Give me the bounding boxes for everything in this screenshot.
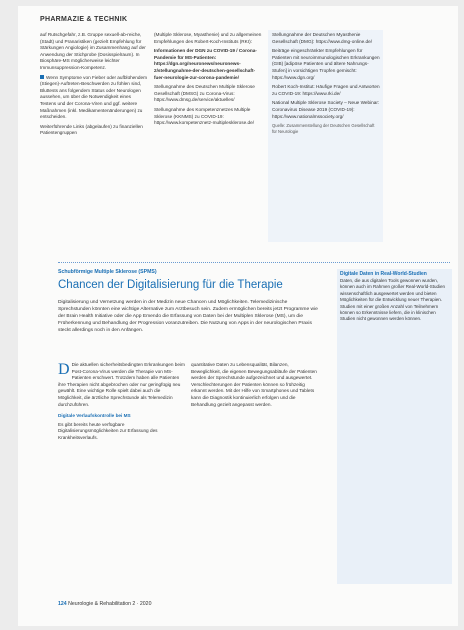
sidebar-title: Digitale Daten in Real-World-Studien (340, 271, 427, 277)
article-headline: Chancen der Digitalisierung für die Therapie (58, 279, 283, 291)
link-paragraph[interactable]: National Multiple Sklerose Society – Neue Webinar: Coronavirus Disease 2019 (COVID-19): https://www.nationalmssociety.org/ (272, 100, 380, 119)
bullet-icon (40, 75, 44, 79)
paragraph: D Die aktuellen sicherheitsbedingten Erkrankungen beim Post-Corona-Virus werden die Therapie von MS-Patienten erschwert. Trotzdem haben alle Patienten ihre Therapien nicht abgebrochen oder nur geringfügig neu gewählt. Eine wichtige Rolle spielt dabei auch die Möglichkeit, die ärztliche Sprechstunde als Telemedizin durchzuführen. (58, 361, 185, 407)
link-paragraph[interactable]: Stellungnahme des Kompetenznetzes Multiple Sklerose (KKNMS) zu COVID-19: https://www.kompetenznetz-multiplesklerose.de/ (154, 106, 255, 126)
page-footer (58, 601, 151, 607)
top-column-2 (154, 32, 262, 130)
paragraph: Es gibt bereits heute verfügbare Digitalisierungsmöglichkeiten zur Erfassung des Krankheitsverlaufs. (58, 421, 158, 440)
journal-name: Neurologie & Rehabilitation 2 · 2020 (68, 601, 152, 607)
paragraph: Weiterführende Links (abgelaufen) zu finanziellen Patientengruppen (40, 123, 143, 136)
article-subhead: Digitale Verlaufskontrolle bei MS (58, 413, 131, 419)
paragraph: auf Rutschgefahr, z.B. Gruppe sexuell-ab-reiche, (Stadt) und Pranaristiken (gezielt Empfehlung für Stärkungen Angiologie) im Zusammenhang auf der Anwendung der Stichprobe (Dosisspielraum). In Biosphäre-MS möglicherweise leichter Immunsuppression-Kompetenz. (40, 32, 146, 70)
link-paragraph[interactable]: Informationen der DGN zu COVID-19 / Corona-Pandemie für MS-Patienten: https://dgn.org/neuronews/neuronews-2/stellungnahme-der-deutschen-gesellschaft-fuer-neurologie-zur-corona-pandemie/ (154, 48, 257, 80)
sidebar-body: Daten, die aus digitalen Tools gewonnen wurden, können auch im Rahmen großer Real-World-Studien wissenschaftlich ausgewertet werden und bieten Möglichkeiten für die Entwicklung neuer Therapien. Studien mit einer großen Anzahl von Teilnehmern können so Erkenntnisse liefern, die in klinischen Studien nicht gewonnen werden können. (340, 278, 445, 322)
top-column-1 (40, 32, 148, 140)
article-column-2 (191, 362, 319, 411)
section-tag: PHARMAZIE & TECHNIK (40, 16, 128, 23)
paragraph: quantitative Daten zu Lebensqualität, Bilanzen, Beweglichkeit, die eigenen Bewegungsabläufe der Patienten werden der Sprechstunde aufgezeichnet und ausgewertet. Verschlechterungen der Patienten können so frühzeitig erkannt werden. Mit der Hilfe von Smartphones und Tablets kann die Diagnostik kontinuierlich erfolgen und die Behandlung gezielt angepasst werden. (191, 362, 317, 407)
link-paragraph[interactable]: Stellungnahme des Deutschen Multiple Sklerose Gesellschaft (DMSG) zu Corona-Virus: https://www.dmsg.de/service/aktuelles/ (154, 84, 255, 103)
source-note: Quelle: Zusammenstellung der Deutschen Gesellschaft für Neurologie (272, 123, 375, 134)
top-column-3 (272, 32, 380, 137)
page-number: 124 (58, 601, 67, 607)
dropcap: D (58, 361, 70, 378)
article-kicker: Schubförmige Multiple Sklerose (SPMS) (58, 269, 157, 275)
article-column-1 (58, 362, 186, 445)
article-lead: Digitalisierung und Vernetzung werden in der Medizin neue Chancen und Möglichkeiten. Telemedizinische Sprechstunden könnten eine wichtige Alternative zum Arztbesuch sein. Zudem ermöglichen bereits jetzt Programme wie der Brain Health Initiative oder die App Emendo die Erfassung von Daten bei der Multiplen Sklerose (MS), um die Früherkennung und Behandlung der Progression voranzutreiben. Die Nutzung von Apps in der neurologischen Praxis steckt allerdings noch in den Anfängen. (58, 300, 318, 333)
link-paragraph[interactable]: Stellungnahme der Deutschen Myasthenie Gesellschaft (DMG): https://www.dmg-online.de/ (272, 32, 373, 44)
paragraph: (Multiple Sklerose, Myasthenie) und zu allgemeinen Empfehlungen des Robert-Koch-Instituts (RKI): (154, 32, 262, 44)
paragraph-bullet: Wenn Symptome von Fieber oder aufblühendem (Stiegen)-Auftreten-Beschwerden zu fühlen sind, Bluttests ans folgendem Status oder Neurologen aussehen, um über die Notwendigkeit eines Testens und der Corona-Viren und ggf. weitere Maßnahmen (inkl. Medikamentenänderungen) zu entscheiden. (40, 74, 148, 120)
divider (58, 262, 450, 263)
link-paragraph[interactable]: Robert Koch-Institut: Häufige Fragen und Antworten zu COVID-19: https://www.rki.de/ (272, 84, 380, 96)
link-paragraph[interactable]: Beiträge eingeschränkter Empfehlungen für Patienten mit neuroimmunologischen Erkrankungen (GIB) [adipöse Patienten und ältere Nahrungs-Stufen] in vorsichtigen Tropfen gemischt: https://www.dgn.org/ (272, 48, 380, 80)
sidebar-box (337, 269, 452, 584)
